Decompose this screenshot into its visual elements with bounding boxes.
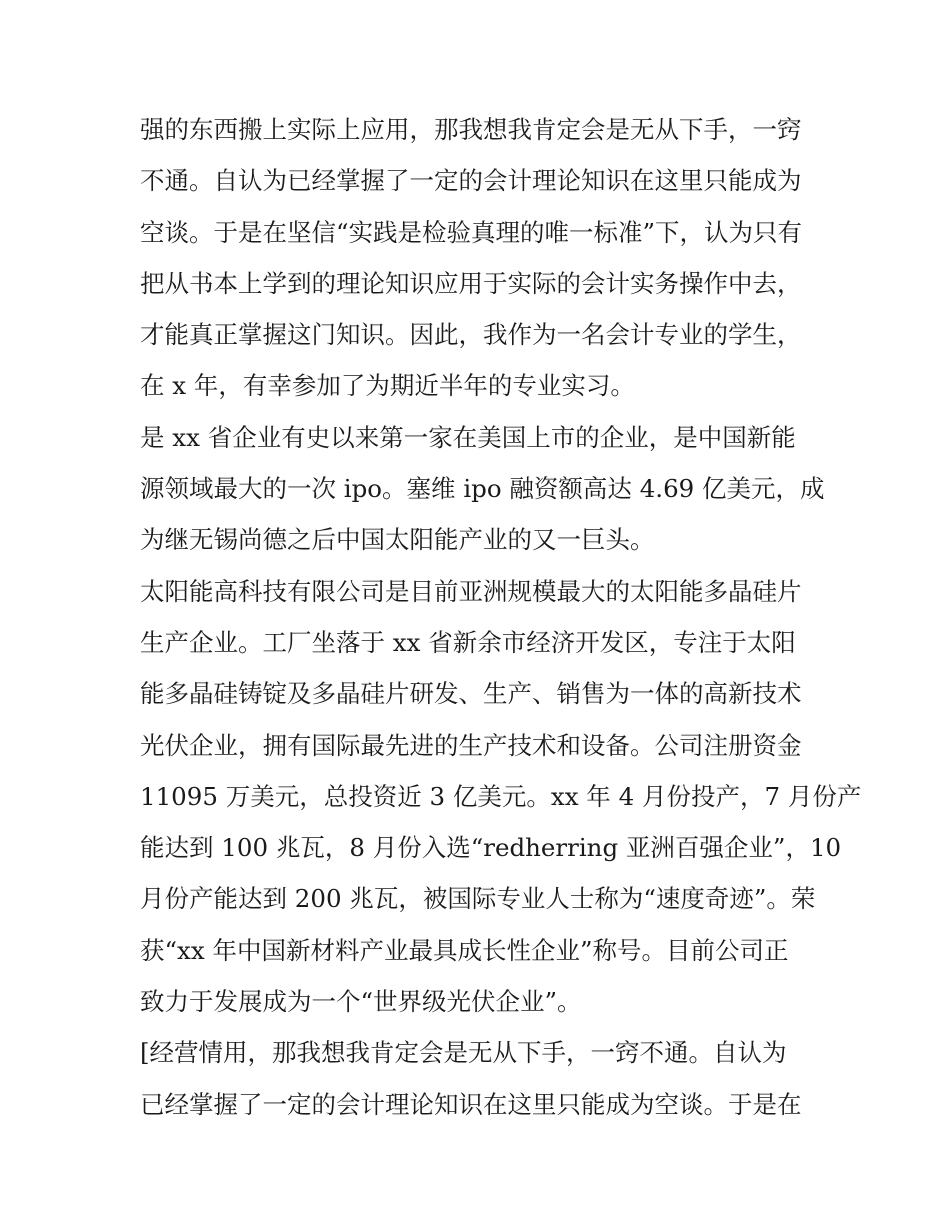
text-line: 生产企业。工厂坐落于 xx 省新余市经济开发区，专注于太阳: [140, 627, 796, 657]
text-line: 把从书本上学到的理论知识应用于实际的会计实务操作中去，: [140, 268, 802, 298]
text-line: 致力于发展成为一个“世界级光伏企业”。: [140, 987, 582, 1017]
document-body: [140, 108, 862, 1134]
text-line: 不通。自认为已经掌握了一定的会计理论知识在这里只能成为: [140, 166, 802, 196]
text-line: 才能真正掌握这门知识。因此，我作为一名会计专业的学生，: [140, 320, 802, 350]
text-line: 为继无锡尚德之后中国太阳能产业的又一巨头。: [140, 525, 655, 555]
text-line: 已经掌握了一定的会计理论知识在这里只能成为空谈。于是在: [140, 1089, 802, 1119]
text-line: 在 x 年，有幸参加了为期近半年的专业实习。: [140, 371, 635, 401]
text-line: 能多晶硅铸锭及多晶硅片研发、生产、销售为一体的高新技术: [140, 679, 802, 709]
text-line: 获“xx 年中国新材料产业最具成长性企业”称号。目前公司正: [140, 935, 789, 965]
text-line: 是 xx 省企业有史以来第一家在美国上市的企业，是中国新能: [140, 422, 796, 452]
text-line: 11095 万美元，总投资近 3 亿美元。xx 年 4 月份投产，7 月份产: [140, 781, 862, 811]
text-line: 光伏企业，拥有国际最先进的生产技术和设备。公司注册资金: [140, 730, 802, 760]
text-line: 能达到 100 兆瓦，8 月份入选“redherring 亚洲百强企业”，10: [140, 833, 842, 863]
text-line: 源领域最大的一次 ipo。塞维 ipo 融资额高达 4.69 亿美元，成: [140, 474, 825, 504]
text-line: 太阳能高科技有限公司是目前亚洲规模最大的太阳能多晶硅片: [140, 576, 802, 606]
text-line: 强的东西搬上实际上应用，那我想我肯定会是无从下手，一窍: [140, 115, 802, 144]
text-line: 月份产能达到 200 兆瓦，被国际专业人士称为“速度奇迹”。荣: [140, 884, 816, 914]
text-line: [经营情用，那我想我肯定会是无从下手，一窍不通。自认为: [140, 1038, 787, 1068]
text-line: 空谈。于是在坚信“实践是检验真理的唯一标准”下，认为只有: [140, 217, 803, 247]
